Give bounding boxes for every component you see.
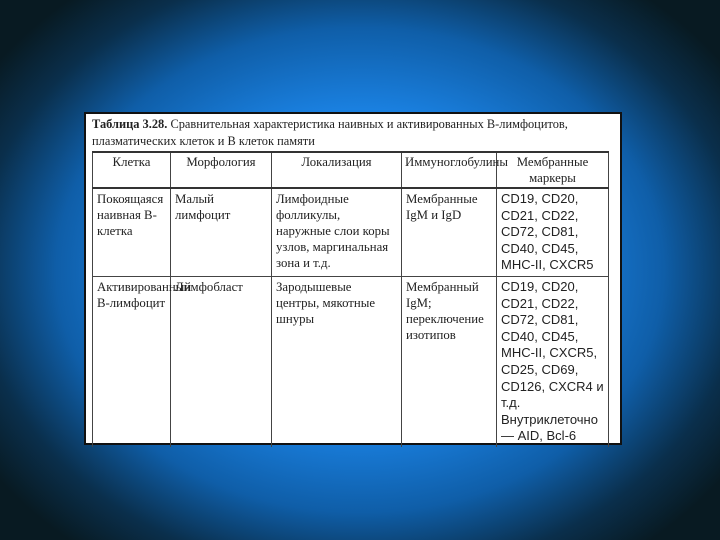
header-cell: Клетка xyxy=(93,152,171,188)
table-row xyxy=(93,188,609,276)
header-immunoglobulins: Иммуноглобулины xyxy=(402,152,497,188)
header-localization: Локализация xyxy=(272,152,402,188)
caption-text: Сравнительная характеристика наивных и активированных В-лимфоцитов, плазматических клеток и В клеток памяти xyxy=(92,117,568,148)
cell-morphology: Малый лимфоцит xyxy=(171,188,272,276)
cell-immunoglobulins: Мембранный IgM; переключение изотипов xyxy=(402,276,497,446)
cell-markers: CD19, CD20, CD21, CD22, CD72, CD81, CD40, CD45, MHC-II, CXCR5 xyxy=(497,188,609,276)
cell-morphology: Лимфобласт xyxy=(171,276,272,446)
table-sheet xyxy=(84,112,622,445)
cell-localization: Зародышевые центры, мякотные шнуры xyxy=(272,276,402,446)
comparison-table xyxy=(92,151,609,447)
header-morphology: Морфология xyxy=(171,152,272,188)
table-caption xyxy=(92,116,616,150)
header-row xyxy=(93,152,609,188)
cell-type: Покоящаяся наивная В-клетка xyxy=(93,188,171,276)
cell-localization: Лимфоидные фолликулы, наружные слои коры узлов, маргинальная зона и т.д. xyxy=(272,188,402,276)
cell-markers: CD19, CD20, CD21, CD22, CD72, CD81, CD40, CD45, MHC-II, CXCR5, CD25, CD69, CD126, CXCR4 и т.д. Внутриклеточно — AID, Bcl-6 xyxy=(497,276,609,446)
cell-type: Активированный В-лимфоцит xyxy=(93,276,171,446)
cell-immunoglobulins: Мембранные IgM и IgD xyxy=(402,188,497,276)
caption-label: Таблица 3.28. xyxy=(92,117,168,131)
table-row xyxy=(93,276,609,446)
header-markers: Мембранные маркеры xyxy=(497,152,609,188)
